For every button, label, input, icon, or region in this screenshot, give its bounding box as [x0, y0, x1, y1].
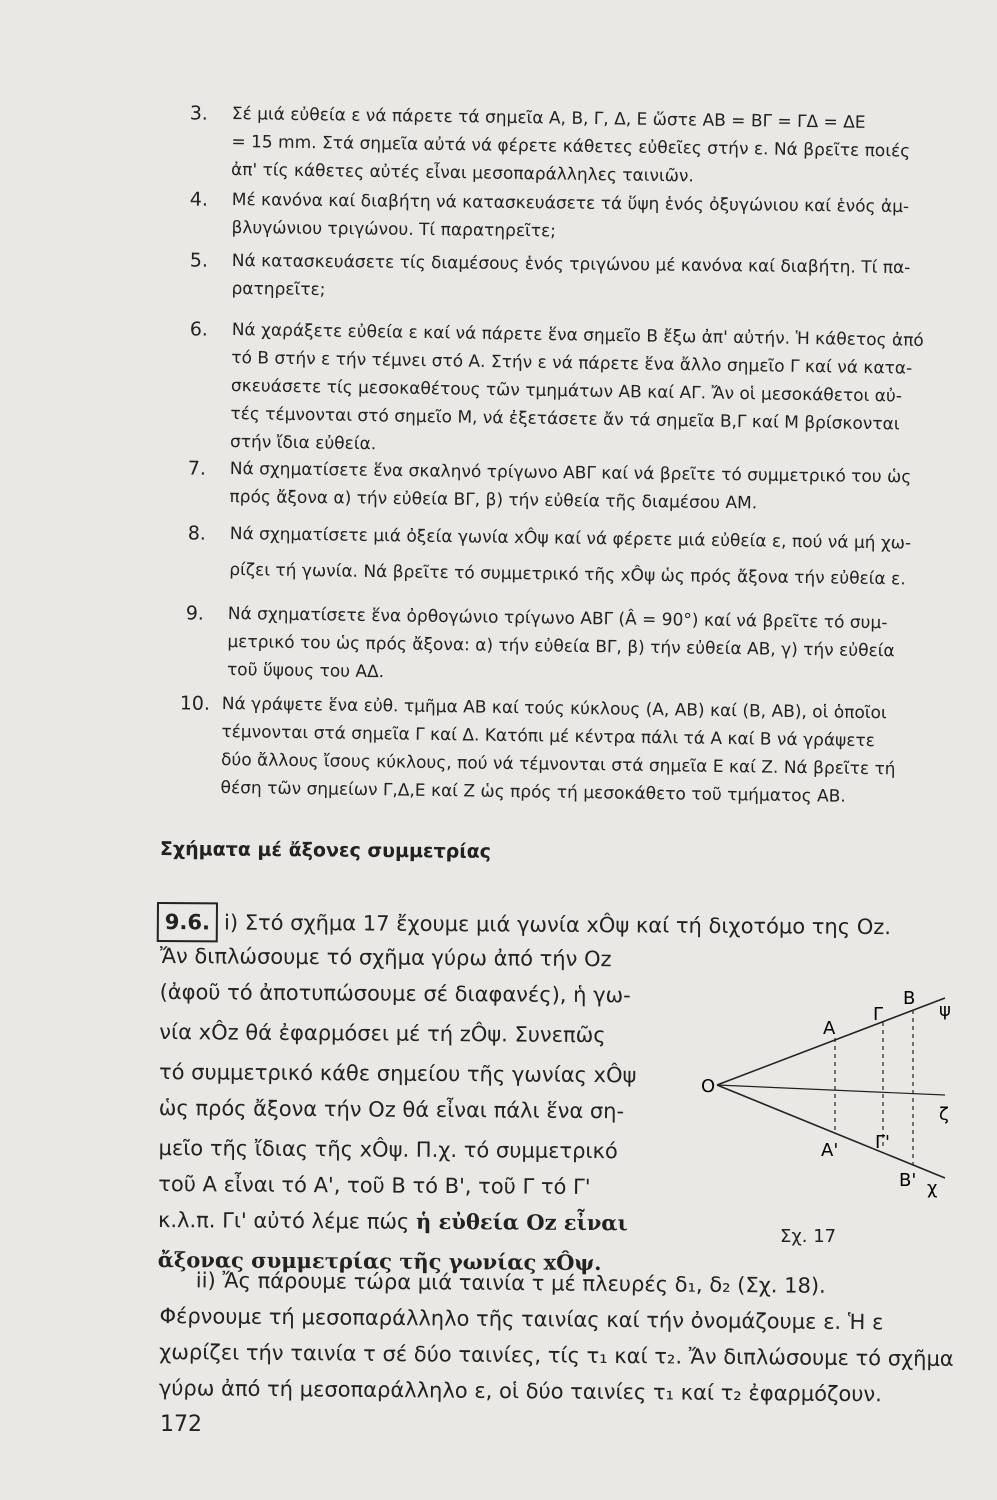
exercise-6	[189, 316, 992, 468]
exercise-number: 4.	[189, 188, 209, 211]
section-line: νία xÔz θά ἐφαρμόσει μέ τή zÔψ. Συνεπῶς	[159, 1019, 606, 1048]
ray-o-zeta	[717, 1085, 945, 1095]
section-line	[158, 1202, 688, 1242]
exercise-number: 5.	[189, 249, 209, 272]
exercise-3	[189, 100, 992, 195]
section-line: γύρω ἀπό τή μεσοπαράλληλο ε, οἱ δύο ταινίες τ₁ καί τ₂ ἐφαρμόζουν.	[158, 1375, 882, 1407]
label-zeta: ζ	[939, 1104, 949, 1125]
exercise-line: βλυγώνιου τριγώνου. Τί παρατηρεῖτε;	[231, 217, 557, 242]
exercise-number: 8.	[187, 522, 207, 545]
label-g: Γ	[873, 1004, 884, 1025]
exercise-line: Νά σχηματίσετε μιά ὀξεία γωνία xÔψ καί νά φέρετε μιά εὐθεία ε, πού νά μή χω-	[229, 523, 912, 554]
exercise-7	[187, 455, 990, 520]
exercise-line: ἀπ' τίς κάθετες αὐτές εἶναι μεσοπαράλληλες ταινιῶν.	[230, 159, 695, 187]
section-line: ὡς πρός ἄξονα τήν Oz θά εἶναι πάλι ἕνα ση-	[158, 1095, 625, 1124]
exercise-line: = 15 mm. Στά σημεῖα αὐτά νά φέρετε κάθετες εὐθεῖες στήν ε. Νά βρεῖτε ποιές	[231, 131, 911, 162]
exercise-line: Νά χαράξετε εὐθεία ε καί νά πάρετε ἕνα σημεῖο Β ἔξω ἀπ' αὐτήν. Ἡ κάθετος ἀπό	[231, 319, 924, 351]
label-b: B	[903, 988, 916, 1009]
section-line-text: i) Στό σχῆμα 17 ἔχουμε μιά γωνία xÔψ καί τή διχοτόμο της Oz.	[223, 910, 892, 940]
exercise-line: θέση τῶν σημείων Γ,Δ,Ε καί Ζ ὡς πρός τή μεσοκάθετο τοῦ τμήματος ΑΒ.	[220, 777, 846, 807]
exercise-line: Νά σχηματίσετε ἕνα ὀρθογώνιο τρίγωνο ΑΒΓ (Â = 90°) καί νά βρεῖτε τό συμ-	[227, 603, 888, 634]
exercise-8	[187, 520, 990, 595]
exercise-line: Μέ κανόνα καί διαβήτη νά κατασκευάσετε τά ὕψη ἑνός ὀξυγώνιου καί ἑνός ἀμ-	[231, 189, 910, 218]
ray-o-chi	[717, 1085, 945, 1178]
exercise-line: σκευάσετε τίς μεσοκαθέτους τῶν τμημάτων ΑΒ καί ΑΓ. Ἄν οἱ μεσοκάθετοι αὐ-	[230, 375, 903, 407]
exercise-line: Νά σχηματίσετε ἕνα σκαληνό τρίγωνο ΑΒΓ καί νά βρεῖτε τό συμμετρικό του ὡς	[229, 458, 912, 488]
exercise-line: τέμνονται στά σημεῖα Γ καί Δ. Κατόπι μέ κέντρα πάλι τά Α καί Β νά γράψετε	[221, 721, 876, 752]
exercise-line: πρός ἄξονα α) τήν εὐθεία ΒΓ, β) τήν εὐθεία τῆς διαμέσου ΑΜ.	[229, 486, 758, 514]
section-number-box: 9.6.	[157, 902, 218, 942]
section-line: τοῦ Α εἶναι τό Α', τοῦ Β τό Β', τοῦ Γ τό Γ'	[158, 1171, 591, 1200]
section-line: Ἄν διπλώσουμε τό σχῆμα γύρω ἀπό τήν Oz	[159, 943, 612, 972]
exercise-line: Νά γράψετε ἕνα εὐθ. τμῆμα ΑΒ καί τούς κύκλους (Α, ΑΒ) καί (Β, ΑΒ), οἱ ὁποῖοι	[221, 693, 887, 724]
exercise-number: 7.	[187, 457, 207, 480]
section-9-6-part-ii	[159, 1262, 980, 1413]
section-line: (ἀφοῦ τό ἀποτυπώσουμε σέ διαφανές), ἡ γω-	[159, 979, 631, 1008]
label-chi: χ	[927, 1178, 938, 1199]
exercise-9	[185, 600, 988, 695]
bold-definition-end: ἄξονας συμμετρίας τῆς γωνίας xÔψ.	[157, 1246, 602, 1276]
exercise-line: τές τέμνονται στό σημεῖο Μ, νά ἐξετάσετε ἄν τά σημεῖα Β,Γ καί Μ βρίσκονται	[230, 403, 900, 435]
exercise-number: 6.	[189, 318, 209, 341]
ray-o-psi	[717, 998, 945, 1085]
exercise-line: τό Β στήν ε τήν τέμνει στό Α. Στήν ε νά πάρετε ἕνα ἄλλο σημεῖο Γ καί νά κατα-	[231, 347, 913, 379]
label-b-prime: B'	[899, 1170, 917, 1191]
page-number: 172	[160, 1412, 202, 1437]
exercise-line: ρίζει τή γωνία. Νά βρεῖτε τό συμμετρικό τῆς xÔψ ὡς πρός ἄξονα τήν εὐθεία ε.	[229, 559, 906, 590]
exercise-5	[189, 247, 992, 311]
section-line: μεῖο τῆς ἴδιας τῆς xÔψ. Π.χ. τό συμμετρικό	[158, 1135, 618, 1164]
exercise-number: 10.	[179, 692, 211, 715]
exercise-line: Νά κατασκευάσετε τίς διαμέσους ἑνός τριγώνου μέ κανόνα καί διαβήτη. Τί πα-	[231, 250, 911, 279]
exercise-line: ρατηρεῖτε;	[231, 278, 326, 300]
label-a-prime: A'	[821, 1140, 839, 1161]
section-9-6-body	[158, 938, 690, 1282]
exercise-line: δύο ἄλλους ἴσους κύκλους, πού νά τέμνονται στά σημεῖα Ε καί Ζ. Νά βρεῖτε τή	[220, 749, 896, 780]
exercise-line: τοῦ ὕψους του ΑΔ.	[226, 659, 385, 683]
section-line: χωρίζει τήν ταινία τ σέ δύο ταινίες, τίς τ₁ καί τ₂. Ἄν διπλώσουμε τό σχῆμα	[159, 1339, 954, 1371]
exercise-number: 3.	[189, 102, 209, 125]
section-line: τό συμμετρικό κάθε σημείου τῆς γωνίας xÔψ	[158, 1059, 637, 1088]
section-line: ii) Ἄς πάρουμε τώρα μιά ταινία τ μέ πλευρές δ₁, δ₂ (Σχ. 18).	[195, 1268, 826, 1298]
exercise-line: μετρικό του ὡς πρός ἄξονα: α) τήν εὐθεία ΒΓ, β) τήν εὐθεία ΑΒ, γ) τήν εὐθεία	[227, 631, 895, 662]
exercise-line: στήν ἴδια εὐθεία.	[229, 431, 377, 455]
figure-caption: Σχ. 17	[780, 1226, 837, 1247]
label-o: O	[701, 1076, 716, 1097]
section-line: Φέρνουμε τή μεσοπαράλληλο τῆς ταινίας καί τήν ὀνομάζουμε ε. Ἡ ε	[159, 1303, 884, 1335]
section-line-text: κ.λ.π. Γι' αὐτό λέμε πώς	[157, 1207, 410, 1234]
label-a: A	[823, 1018, 836, 1039]
label-psi: ψ	[939, 1000, 951, 1021]
exercise-10	[179, 690, 981, 813]
label-g-prime: Γ'	[875, 1132, 890, 1153]
exercise-line: Σέ μιά εὐθεία ε νά πάρετε τά σημεῖα Α, Β, Γ, Δ, Ε ὥστε ΑΒ = ΒΓ = ΓΔ = ΔΕ	[231, 103, 866, 133]
bold-definition-start: ἡ εὐθεία Oz εἶναι	[415, 1208, 628, 1236]
section-heading: Σχήματα μέ ἄξονες συμμετρίας	[159, 838, 492, 863]
exercise-4	[189, 186, 992, 250]
exercise-number: 9.	[185, 602, 205, 625]
figure-17	[695, 980, 975, 1210]
